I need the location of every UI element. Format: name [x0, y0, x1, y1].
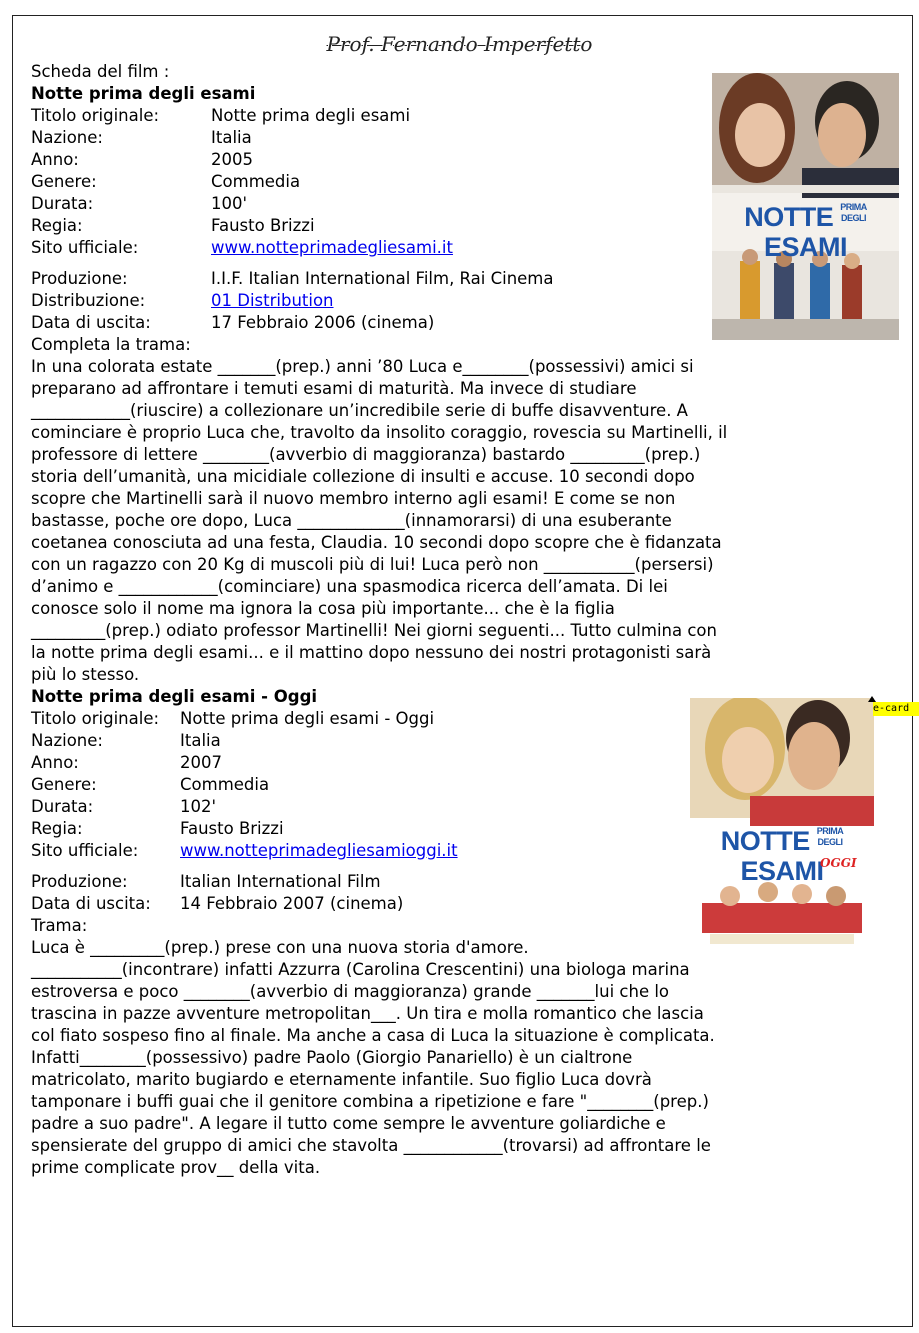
- intro-line: Scheda del film :: [31, 62, 170, 81]
- field-value: 17 Febbraio 2006 (cinema): [211, 313, 435, 332]
- film2-plot-label: Trama:: [31, 916, 88, 935]
- field-label: Regia:: [31, 216, 83, 235]
- field-label: Anno:: [31, 753, 79, 772]
- film1-field-row: [31, 193, 831, 215]
- plot-line: professore di lettere ________(avverbio di maggioranza) bastardo _________(prep.): [31, 445, 701, 464]
- poster-word: ESAMI: [740, 856, 824, 886]
- plot-line: estroversa e poco ________(avverbio di maggioranza) grande _______lui che lo: [31, 982, 670, 1001]
- field-label: Genere:: [31, 172, 97, 191]
- plot-line: d’animo e ____________(cominciare) una spasmodica ricerca dell’amata. Di lei: [31, 577, 668, 596]
- field-value: Italia: [180, 731, 221, 750]
- field-label: Produzione:: [31, 872, 128, 891]
- plot-line: col fiato sospeso fino al finale. Ma anche a casa di Luca la situazione è complicata.: [31, 1026, 715, 1045]
- plot-line: spensierate del gruppo di amici che stavolta ____________(trovarsi) ad affrontare le: [31, 1136, 711, 1155]
- plot-line: _________(prep.) odiato professor Martinelli! Nei giorni seguenti... Tutto culmina con: [31, 621, 717, 640]
- field-value: Notte prima degli esami: [211, 106, 411, 125]
- plot-line: cominciare è proprio Luca che, travolto da insolito coraggio, rovescia su Martinelli, il: [31, 423, 728, 442]
- film1-field-row: [31, 171, 831, 193]
- field-label: Sito ufficiale:: [31, 238, 139, 257]
- film1-fields: [31, 105, 834, 259]
- field-value: Italia: [211, 128, 252, 147]
- poster-small-words: [817, 826, 844, 848]
- field-value: Notte prima degli esami - Oggi: [180, 709, 435, 728]
- film1-field-row: [31, 237, 831, 259]
- poster-word: DEGLI: [840, 213, 866, 223]
- film1-fields-production: [31, 268, 831, 334]
- plot-line: tamponare i buffi guai che il genitore combina a ripetizione e fare "________(prep.): [31, 1092, 709, 1111]
- poster-word: NOTTE: [744, 202, 834, 232]
- field-label: Sito ufficiale:: [31, 841, 139, 860]
- film1-field-row: [31, 149, 831, 171]
- plot-line: trascina in pazze avventure metropolitan___. Un tira e molla romantico che lascia: [31, 1004, 704, 1023]
- film1-title: Notte prima degli esami: [31, 84, 256, 103]
- plot-line: Luca è _________(prep.) prese con una nuova storia d'amore.: [31, 938, 529, 957]
- field-label: Durata:: [31, 797, 94, 816]
- film2-title: Notte prima degli esami - Oggi: [31, 687, 318, 706]
- plot-line: più lo stesso.: [31, 665, 140, 684]
- film1-website-link[interactable]: www.notteprimadegliesami.it: [211, 238, 453, 257]
- field-value: I.I.F. Italian International Film, Rai Cinema: [211, 269, 554, 288]
- field-label: Data di uscita:: [31, 313, 151, 332]
- film1-field-row: [31, 290, 831, 312]
- poster-word: NOTTE: [720, 826, 810, 856]
- film1-plot: [31, 356, 831, 686]
- field-label: Genere:: [31, 775, 97, 794]
- film1-plot-label: Completa la trama:: [31, 335, 191, 354]
- field-value: 2005: [211, 150, 253, 169]
- poster-small-words: [840, 202, 867, 224]
- film1-poster: [712, 73, 899, 340]
- field-value: Italian International Film: [180, 872, 381, 891]
- film1-distribution-link[interactable]: 01 Distribution: [211, 291, 334, 310]
- field-value: 102': [180, 797, 217, 816]
- plot-line: storia dell’umanità, una micidiale collezione di insulti e accuse. 10 secondi dopo: [31, 467, 695, 486]
- film1-field-row: [31, 312, 831, 334]
- film2-plot: [31, 937, 831, 1179]
- author-name: Prof. Fernando Imperfetto: [326, 32, 593, 56]
- film2-website-link[interactable]: www.notteprimadegliesamioggi.it: [180, 841, 458, 860]
- plot-line: In una colorata estate _______(prep.) anni ’80 Luca e________(possessivi) amici si: [31, 357, 694, 376]
- plot-line: scopre che Martinelli sarà il nuovo membro interno agli esami! E come se non: [31, 489, 676, 508]
- field-value: 100': [211, 194, 248, 213]
- field-label: Produzione:: [31, 269, 128, 288]
- field-value: Fausto Brizzi: [180, 819, 284, 838]
- plot-line: ___________(incontrare) infatti Azzurra (Carolina Crescentini) una biologa marina: [31, 960, 690, 979]
- field-value: Commedia: [180, 775, 270, 794]
- plot-line: conosce solo il nome ma ignora la cosa più importante... che è la figlia: [31, 599, 615, 618]
- field-label: Regia:: [31, 819, 83, 838]
- plot-line: bastasse, poche ore dopo, Luca _____________(innamorarsi) di una esuberante: [31, 511, 672, 530]
- field-label: Nazione:: [31, 128, 103, 147]
- film2-poster: [690, 698, 874, 964]
- ecard-tab[interactable]: e-card: [873, 702, 919, 716]
- film1-field-row: [31, 105, 831, 127]
- plot-line: prime complicate prov__ della vita.: [31, 1158, 321, 1177]
- plot-line: con un ragazzo con 20 Kg di muscoli più di lui! Luca però non ___________(persersi): [31, 555, 714, 574]
- spacer: [31, 259, 831, 268]
- film1-field-row: [31, 215, 831, 237]
- plot-line: preparano ad affrontare i temuti esami di maturità. Ma invece di studiare: [31, 379, 637, 398]
- field-label: Durata:: [31, 194, 94, 213]
- plot-line: matricolato, marito bugiardo e eternamente infantile. Suo figlio Luca dovrà: [31, 1070, 652, 1089]
- field-label: Nazione:: [31, 731, 103, 750]
- plot-line: la notte prima degli esami... e il mattino dopo nessuno dei nostri protagonisti sarà: [31, 643, 712, 662]
- field-label: Titolo originale:: [31, 106, 160, 125]
- poster-word: ESAMI: [763, 232, 847, 262]
- film1-poster-title: [712, 202, 899, 262]
- plot-line: padre a suo padre". A legare il tutto come sempre le avventure goliardiche e: [31, 1114, 666, 1133]
- film2-poster-oggi: OGGI: [820, 856, 857, 870]
- field-label: Data di uscita:: [31, 894, 151, 913]
- plot-line: coetanea conosciuta ad una festa, Claudia. 10 secondi dopo scopre che è fidanzata: [31, 533, 722, 552]
- page-header: [0, 32, 919, 56]
- field-value: 2007: [180, 753, 222, 772]
- field-label: Distribuzione:: [31, 291, 146, 310]
- field-value: Commedia: [211, 172, 301, 191]
- poster-word: PRIMA: [840, 202, 867, 212]
- plot-line: Infatti________(possessivo) padre Paolo (Giorgio Panariello) è un cialtrone: [31, 1048, 633, 1067]
- field-value: Fausto Brizzi: [211, 216, 315, 235]
- field-label: Titolo originale:: [31, 709, 160, 728]
- field-label: Anno:: [31, 150, 79, 169]
- plot-line: ____________(riuscire) a collezionare un’incredibile serie di buffe disavventure. A: [31, 401, 688, 420]
- film1-field-row: [31, 127, 831, 149]
- poster-word: DEGLI: [817, 837, 843, 847]
- poster-word: PRIMA: [816, 826, 844, 836]
- film1-field-row: [31, 268, 831, 290]
- document-body: [31, 61, 834, 1179]
- field-value: 14 Febbraio 2007 (cinema): [180, 894, 404, 913]
